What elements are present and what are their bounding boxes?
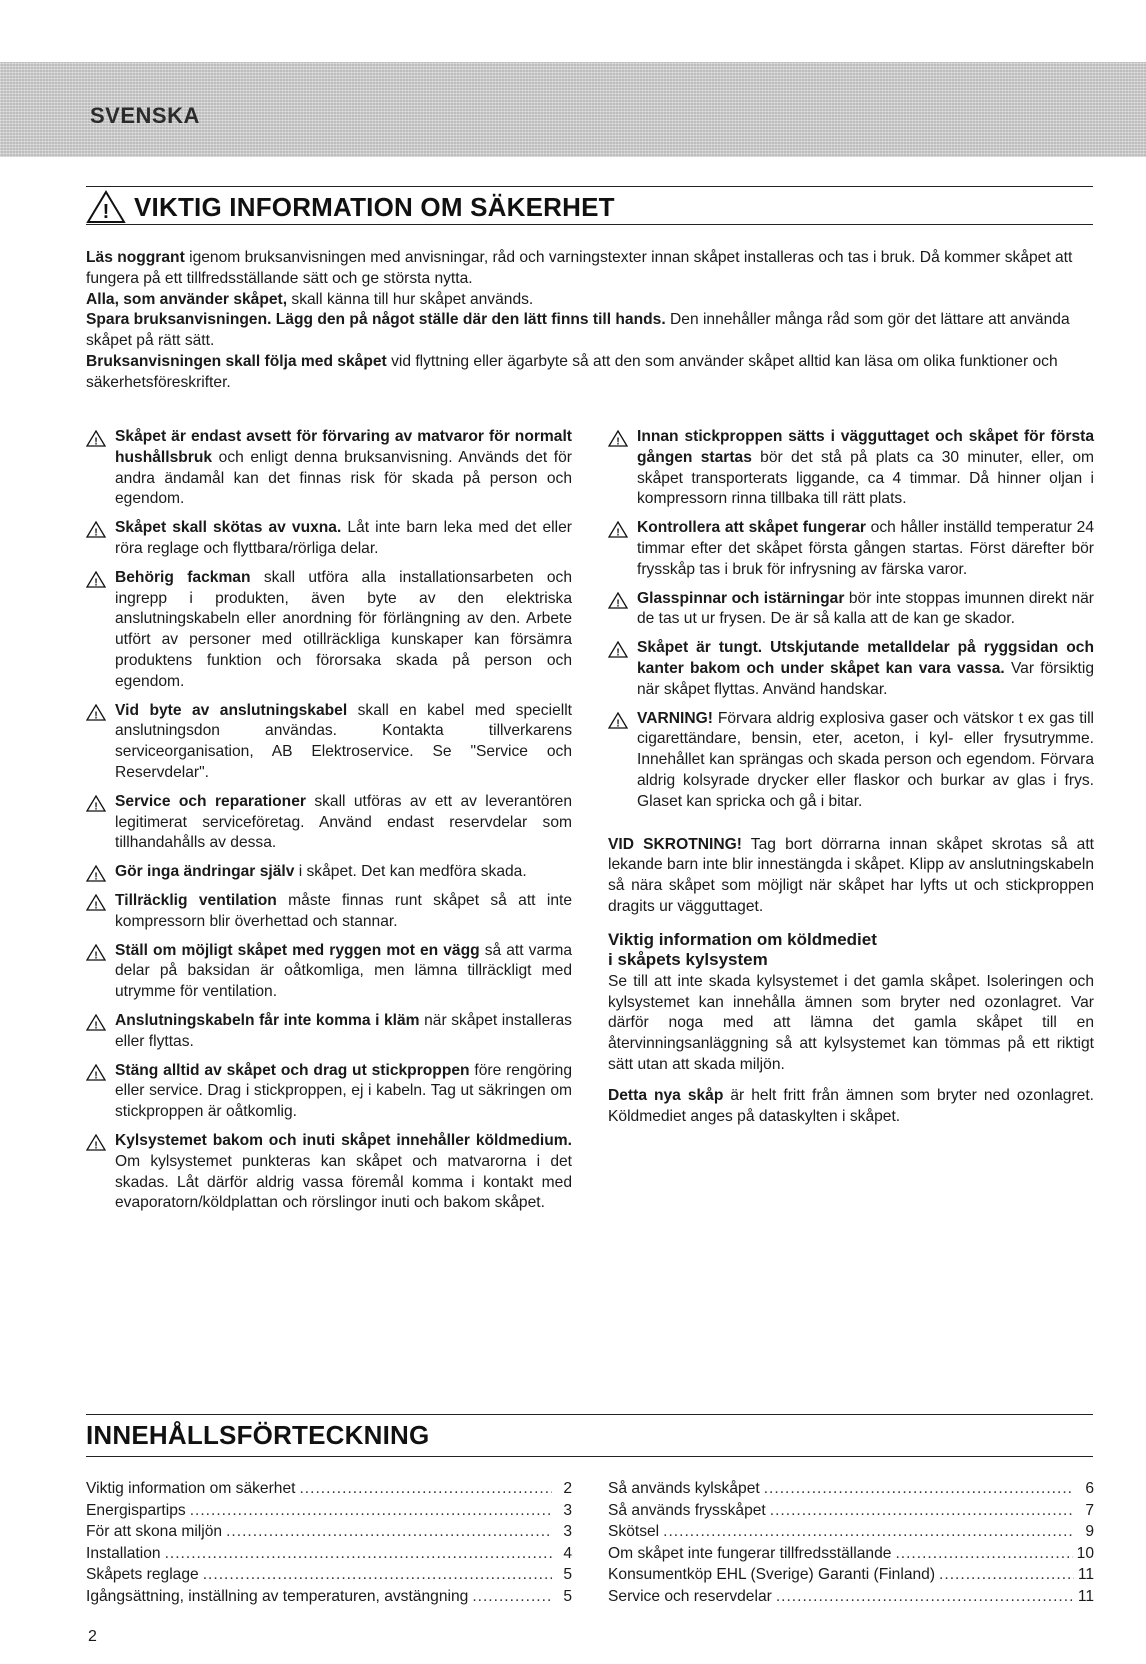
toc-entry-page: 7 (1085, 1501, 1094, 1519)
toc-entry-page: 5 (563, 1566, 572, 1583)
toc-entry[interactable] (608, 1564, 1094, 1586)
intro-line (86, 248, 1094, 290)
warning-icon (86, 430, 106, 454)
toc-entry-title: Igångsättning, inställning av temperaturen, avstängning (86, 1587, 469, 1605)
warning-icon (86, 1134, 106, 1158)
intro-emphasis: Bruksanvisningen skall följa med skåpet (86, 352, 387, 370)
svg-text:!: ! (616, 647, 620, 659)
warning-item (86, 792, 572, 854)
warning-text: Förvara aldrig explosiva gaser och vätskor t ex gas till cigarettändare, bensin, eter, aceton, i kyl- eller frysutrymme. Innehållet kan sprängas och skada person och egendom. Förvara aldrig kolsyrade drycker eller flaskor och burkar av glas i frys. Glaset kan spricka och gå i bitar. (637, 709, 1094, 810)
warning-item (608, 638, 1094, 700)
intro-emphasis: Spara bruksanvisningen. Lägg den på något ställe där den lätt finns till hands. (86, 311, 666, 329)
intro-emphasis: Läs noggrant (86, 249, 185, 266)
toc-heading (86, 1420, 429, 1451)
toc-entry-title: Service och reservdelar (608, 1587, 772, 1605)
svg-text:!: ! (94, 1140, 98, 1151)
warning-icon (608, 592, 628, 616)
safety-heading (86, 190, 615, 224)
intro-text (86, 248, 1094, 394)
toc-leader (226, 1521, 552, 1543)
toc-leader (165, 1543, 552, 1565)
right-warning-column (608, 427, 1094, 1137)
warning-lead: Anslutningskabeln får inte komma i kläm (115, 1011, 420, 1029)
toc-entry[interactable] (86, 1478, 572, 1500)
svg-text:!: ! (94, 871, 98, 883)
toc-entry-page: 3 (563, 1501, 572, 1519)
warning-text: Låt inte barn leka med det eller röra reglage och flyttbara/rörliga delar. (115, 519, 572, 557)
warning-lead: Service och reparationer (115, 792, 306, 810)
toc-rule-bottom (86, 1456, 1093, 1457)
warning-text: före rengöring eller service. Drag i stickproppen, ej i kabeln. Tag ut säkringen om stickproppen är oåtkomlig. (115, 1061, 572, 1121)
warning-lead: Skåpet är endast avsett för förvaring av matvaror för normalt hushållsbruk (115, 428, 572, 466)
disposal-lead: VID SKROTNING! (608, 835, 742, 853)
warning-item (86, 427, 572, 510)
toc-entry[interactable] (86, 1521, 572, 1543)
toc-entry-title: Installation (86, 1544, 161, 1562)
toc-entry-page: 4 (563, 1544, 572, 1562)
refrigerant-note-text: är helt fritt från ämnen som bryter ned ozonlagret. Köldmediet anges på dataskylten i skåpet. (608, 1086, 1094, 1125)
svg-text:!: ! (102, 201, 110, 223)
warning-icon (86, 571, 106, 595)
toc-entry-title: För att skona miljön (86, 1523, 223, 1540)
warning-item (86, 1011, 572, 1053)
svg-text:!: ! (94, 1020, 98, 1031)
toc-entry-title: Så används frysskåpet (608, 1501, 766, 1519)
toc-entry-page: 9 (1085, 1523, 1094, 1540)
toc-entry-page: 11 (1077, 1566, 1094, 1583)
warning-lead: Skåpet skall skötas av vuxna. (115, 519, 342, 537)
intro-line (86, 352, 1094, 394)
toc-entry[interactable] (608, 1478, 1094, 1500)
warning-icon (86, 1064, 106, 1088)
warning-icon (608, 521, 628, 545)
warning-icon (608, 641, 628, 665)
warning-icon (86, 944, 106, 968)
intro-emphasis: Alla, som använder skåpet, (86, 290, 288, 308)
toc-entry[interactable] (608, 1500, 1094, 1522)
intro-line (86, 290, 1094, 311)
toc-entry-title: Skåpets reglage (86, 1566, 199, 1583)
toc-entry[interactable] (86, 1564, 572, 1586)
warning-lead: Stäng alltid av skåpet och drag ut stickproppen (115, 1061, 470, 1079)
toc-leader (939, 1564, 1074, 1586)
svg-text:!: ! (94, 1070, 98, 1081)
svg-text:!: ! (616, 436, 620, 447)
toc-right-column (608, 1478, 1094, 1607)
warning-item (86, 891, 572, 933)
svg-text:!: ! (94, 527, 98, 539)
warning-item (608, 427, 1094, 510)
toc-leader (663, 1521, 1074, 1543)
warning-icon (86, 704, 106, 728)
warning-text: skall utföras av ett av leverantören legitimerat serviceföretag. Använd endast reservdelar som tillhandahålls av dessa. (115, 792, 572, 852)
toc-entry[interactable] (86, 1586, 572, 1608)
warning-icon (608, 712, 628, 736)
toc-left-column (86, 1478, 572, 1607)
warning-text: i skåpet. Det kan medföra skada. (294, 863, 527, 881)
svg-text:!: ! (94, 801, 98, 812)
warning-item (608, 589, 1094, 631)
warning-icon (86, 521, 106, 545)
svg-text:!: ! (616, 718, 620, 729)
warning-text: bör inte stoppas imunnen direkt när de tas ut ur frysen. De är så kalla att de kan ge skador. (637, 589, 1094, 628)
intro-body: igenom bruksanvisningen med anvisningar, råd och varningstexter innan skåpet installeras och tas i bruk. Då kommer skåpet att fungera på ett tillfredsställande sätt och ge största nytta. (86, 249, 1073, 287)
heading-rule-bottom (86, 224, 1093, 225)
toc-entry-title: Om skåpet inte fungerar tillfredsställande (608, 1544, 892, 1562)
warning-text: när skåpet installeras eller flyttas. (115, 1011, 572, 1050)
warning-triangle-icon (86, 190, 126, 224)
toc-entry[interactable] (608, 1586, 1094, 1608)
refrigerant-paragraph: Se till att inte skada kylsystemet i det gamla skåpet. Isoleringen och kylsystemet kan innehålla ämnen som bryter ned ozonlagret. Var därför noga med att lämna det gamla skåpet till en återvinningsanläggning så att kylsystemet kan tömmas på ett riktigt sätt utan att skada miljön. (608, 972, 1094, 1073)
left-warning-column (86, 427, 572, 1222)
warning-text: bör det stå på plats ca 30 minuter, eller, om skåpet transporterats liggande, ca 4 timmar. Då hinner oljan i kompressorn rinna tillbaka till rätt plats. (637, 448, 1094, 508)
toc-entry-title: Så används kylskåpet (608, 1480, 760, 1497)
toc-entry-title: Viktig information om säkerhet (86, 1480, 296, 1497)
svg-text:!: ! (94, 710, 98, 721)
warning-text: så att varma delar på baksidan är oåtkomliga, men lämna tillräckligt med utrymme för ventilation. (115, 941, 572, 1001)
warning-icon (86, 795, 106, 819)
refrigerant-note-lead: Detta nya skåp (608, 1086, 724, 1104)
toc-leader (895, 1543, 1072, 1565)
warning-icon (86, 894, 106, 918)
toc-entry-page: 3 (563, 1523, 572, 1540)
warning-lead: Skåpet är tungt. Utskjutande metalldelar på ryggsidan och kanter bakom och under skåpet kan vara vassa. (637, 639, 1094, 677)
language-label: SVENSKA (90, 103, 200, 128)
toc-leader (299, 1478, 552, 1500)
toc-leader (472, 1586, 552, 1608)
warning-text: och håller inställd temperatur 24 timmar efter det skåpet första gången startas. Först därefter bör frysskåp tas i bruk för infrysning av färska varor. (637, 519, 1094, 578)
intro-body: vid flyttning eller ägarbyte så att den som använder skåpet alltid kan läsa om olika funktioner och säkerhetsföreskrifter. (86, 352, 1058, 391)
warning-text: Om kylsystemet punkteras kan skåpet och matvarorna i det skadas. Låt därför aldrig vassa föremål komma i kontakt med evaporatorn/köldplattan och rörslingor inuti och bakom skåpet. (115, 1152, 572, 1212)
toc-entry-page: 6 (1085, 1480, 1094, 1497)
warning-item (86, 862, 572, 883)
toc-entry[interactable] (608, 1543, 1094, 1565)
refrigerant-heading-line: Viktig information om köldmediet (608, 929, 877, 949)
toc-leader (776, 1586, 1074, 1608)
toc-leader (764, 1478, 1074, 1500)
safety-heading-text: VIKTIG INFORMATION OM SÄKERHET (134, 191, 615, 222)
toc-entry-title: Energispartips (86, 1501, 186, 1519)
warning-lead: Gör inga ändringar själv (115, 863, 295, 881)
toc-entry[interactable] (86, 1543, 572, 1565)
warning-icon (608, 430, 628, 454)
refrigerant-heading (608, 930, 1094, 970)
toc-leader (203, 1564, 552, 1586)
warning-lead: Glasspinnar och istärningar (637, 589, 845, 607)
warning-lead: Tillräcklig ventilation (115, 891, 277, 909)
refrigerant-note (608, 1086, 1094, 1128)
disposal-paragraph (608, 835, 1094, 918)
disposal-text: Tag bort dörrarna innan skåpet skrotas så att lekande barn inte blir innestängda i skåpet. Klipp av anslutningskabeln så nära skåpet som möjligt när skåpet har lyfts ut och stickproppen dragits ur vägguttaget. (608, 835, 1094, 915)
warning-lead: Vid byte av anslutningskabel (115, 701, 348, 719)
intro-line (86, 310, 1094, 352)
warning-lead: Kontrollera att skåpet fungerar (637, 519, 866, 537)
page-number: 2 (88, 1628, 97, 1645)
toc-heading-text: INNEHÅLLSFÖRTECKNING (86, 1420, 430, 1450)
svg-text:!: ! (94, 436, 98, 447)
warning-text: och enligt denna bruksanvisning. Används det för andra ändamål kan det finnas risk för skada på person och egendom. (115, 448, 572, 508)
toc-entry-page: 10 (1076, 1544, 1094, 1562)
toc-entry-page: 5 (563, 1587, 572, 1605)
svg-text:!: ! (616, 527, 620, 539)
toc-entry[interactable] (608, 1521, 1094, 1543)
toc-entry[interactable] (86, 1500, 572, 1522)
warning-lead: Ställ om möjligt skåpet med ryggen mot en vägg (115, 941, 480, 959)
warning-item (86, 1061, 572, 1123)
svg-text:!: ! (616, 598, 620, 609)
toc-leader (770, 1500, 1074, 1522)
warning-text: skall en kabel med speciellt anslutningsdon användas. Kontakta tillverkarens serviceorganisation, AB Elektroservice. Se "Service och Reservdelar". (115, 701, 572, 781)
warning-lead: Behörig fackman (115, 568, 251, 586)
warning-text: skall utföra alla installationsarbeten och ingrepp i produkten, även byte av den elektriska anslutningskabeln eller anordning för förlängning av den. Arbete utfört av personer med otillräckliga kunskaper kan försämra produktens funktion och förorsaka skada på person och egendom. (115, 568, 572, 690)
svg-text:!: ! (94, 950, 98, 961)
intro-body: skall känna till hur skåpet används. (287, 290, 534, 308)
intro-body: Den innehåller många råd som gör det lättare att använda skåpet på rätt sätt. (86, 311, 1070, 350)
heading-rule-top (86, 186, 1093, 187)
toc-entry-page: 11 (1077, 1587, 1094, 1605)
warning-item (608, 518, 1094, 580)
warning-item (86, 941, 572, 1003)
toc-rule-top (86, 1414, 1093, 1415)
toc-entry-title: Skötsel (608, 1523, 660, 1540)
svg-text:!: ! (94, 900, 98, 911)
warning-lead: VARNING! (637, 709, 713, 727)
toc-leader (190, 1500, 552, 1522)
warning-item (608, 709, 1094, 813)
warning-item (86, 701, 572, 784)
refrigerant-heading-line: i skåpets kylsystem (608, 949, 768, 969)
warning-text: måste finnas runt skåpet så att inte kompressorn blir överhettad och stannar. (115, 891, 572, 930)
warning-item (86, 568, 572, 693)
warning-lead: Innan stickproppen sätts i vägguttaget och skåpet för första gången startas (637, 428, 1094, 466)
toc-entry-title: Konsumentköp EHL (Sverige) Garanti (Finland) (608, 1566, 936, 1583)
warning-lead: Kylsystemet bakom och inuti skåpet innehåller köldmedium. (115, 1131, 572, 1149)
toc-entry-page: 2 (563, 1480, 572, 1497)
warning-icon (86, 1014, 106, 1038)
warning-item (86, 518, 572, 560)
warning-icon (86, 865, 106, 889)
warning-text: Var försiktig när skåpet flyttas. Använd handskar. (637, 659, 1094, 698)
svg-text:!: ! (94, 577, 98, 588)
warning-item (86, 1131, 572, 1214)
